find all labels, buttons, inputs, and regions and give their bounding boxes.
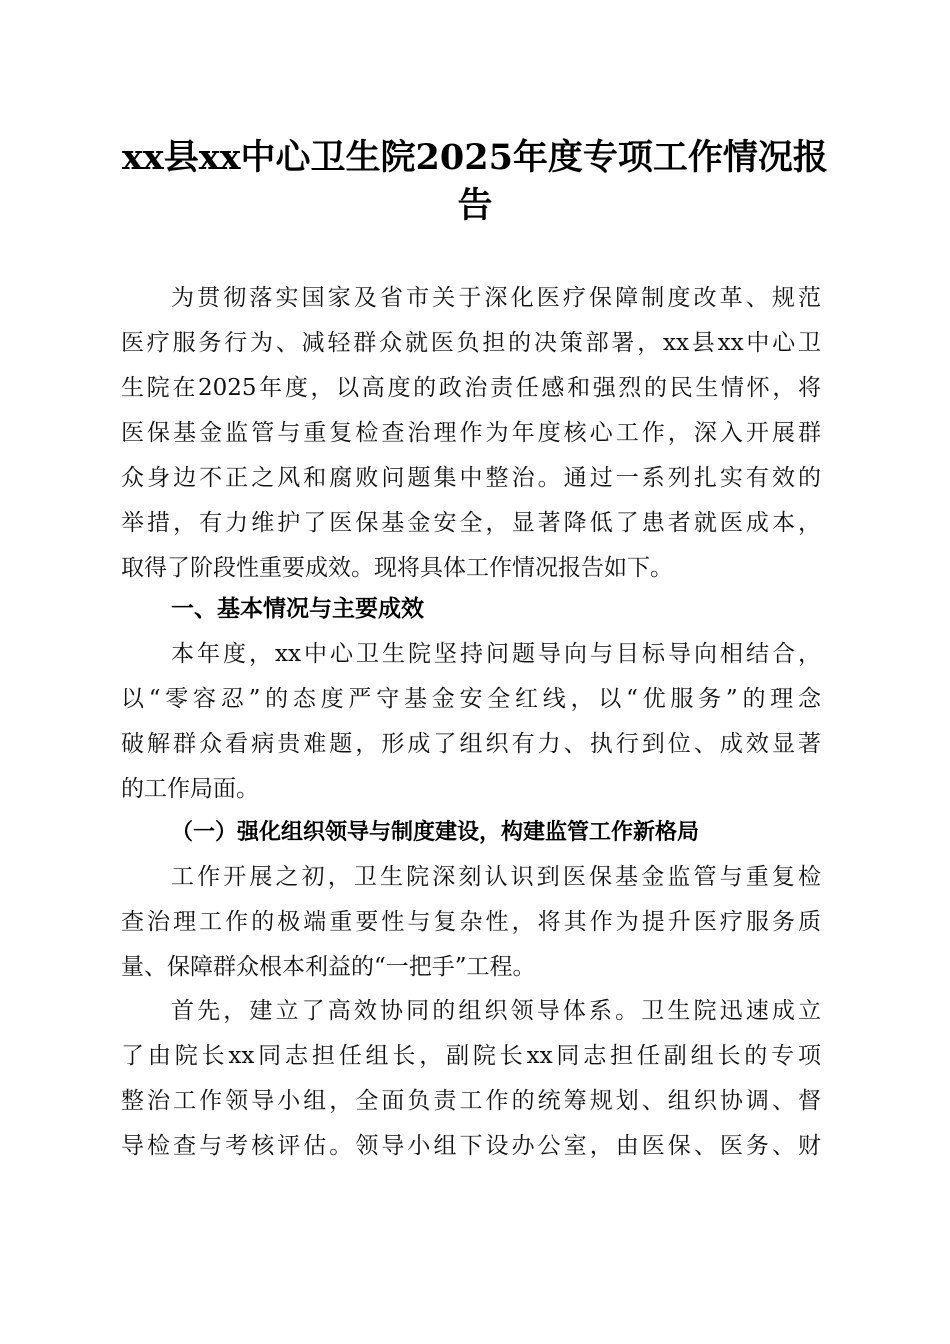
paragraph-line: 量、保障群众根本利益的“一把手”工程。 xyxy=(121,954,536,980)
document-title xyxy=(110,134,840,230)
paragraph-line: 首先，建立了高效协同的组织领导体系。卫生院迅速成立 xyxy=(171,998,821,1024)
paragraph-line: 医保基金监管与重复检查治理作为年度核心工作，深入开展群 xyxy=(121,420,821,446)
intro-paragraph xyxy=(121,276,821,591)
title-line-2: 告 xyxy=(457,185,493,226)
subsection-heading: （一）强化组织领导与制度建设，构建监管工作新格局 xyxy=(171,819,700,845)
paragraph-line: 取得了阶段性重要成效。现将具体工作情况报告如下。 xyxy=(121,555,673,581)
paragraph-line: 破解群众看病贵难题，形成了组织有力、执行到位、成效显著 xyxy=(121,731,821,757)
paragraph-line: 以“零容忍”的态度严守基金安全红线，以“优服务”的理念 xyxy=(121,686,821,712)
paragraph-line: 的工作局面。 xyxy=(121,776,259,802)
paragraph-line: 本年度，xx中心卫生院坚持问题导向与目标导向相结合， xyxy=(171,641,821,667)
paragraph-line: 工作开展之初，卫生院深刻认识到医保基金监管与重复检 xyxy=(171,864,821,890)
section-heading: 一、基本情况与主要成效 xyxy=(171,596,424,622)
paragraph-line: 查治理工作的极端重要性与复杂性，将其作为提升医疗服务质 xyxy=(121,909,821,935)
paragraph-line: 整治工作领导小组，全面负责工作的统筹规划、组织协调、督 xyxy=(121,1088,821,1114)
paragraph-line: 众身边不正之风和腐败问题集中整治。通过一系列扎实有效的 xyxy=(121,465,821,491)
paragraph-line: 了由院长xx同志担任组长，副院长xx同志担任副组长的专项 xyxy=(121,1043,821,1069)
paragraph-line: 医疗服务行为、减轻群众就医负担的决策部署，xx县xx中心卫 xyxy=(121,330,821,356)
section1-paragraph xyxy=(121,632,821,812)
title-line-1: xx县xx中心卫生院2025年度专项工作情况报 xyxy=(122,137,828,178)
paragraph-line: 为贯彻落实国家及省市关于深化医疗保障制度改革、规范 xyxy=(171,285,821,311)
paragraph-line: 举措，有力维护了医保基金安全，显著降低了患者就医成本， xyxy=(121,510,821,536)
paragraph-line: 生院在2025年度，以高度的政治责任感和强烈的民生情怀，将 xyxy=(121,375,821,401)
paragraph-line: 导检查与考核评估。领导小组下设办公室，由医保、医务、财 xyxy=(121,1133,821,1159)
subsection1-paragraph-2 xyxy=(121,989,821,1169)
subsection1-paragraph-1 xyxy=(121,855,821,990)
